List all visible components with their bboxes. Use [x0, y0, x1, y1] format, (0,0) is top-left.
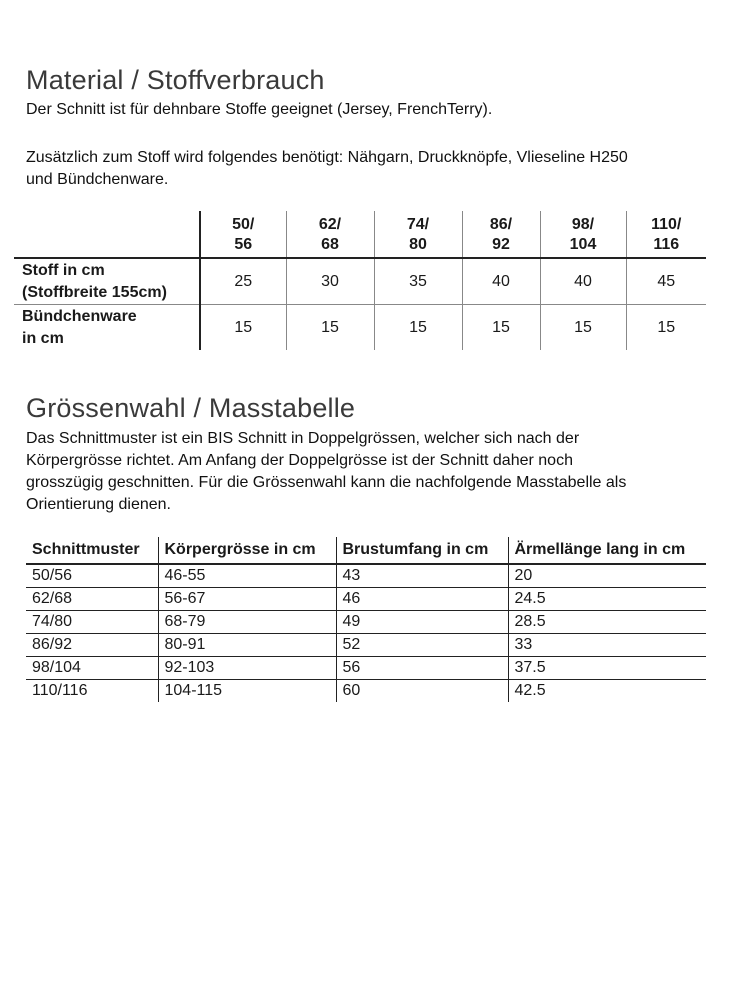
- size-cell: 28.5: [508, 611, 706, 634]
- material-cell: 30: [286, 258, 374, 305]
- size-cell: 37.5: [508, 657, 706, 680]
- material-cell: 35: [374, 258, 462, 305]
- material-heading: Material / Stoffverbrauch: [26, 65, 325, 95]
- size-cell: 86/92: [32, 636, 73, 653]
- size-header-cell: Körpergrösse in cm: [158, 537, 336, 564]
- material-consumption-table: [14, 211, 706, 350]
- material-size-header: 62/ 68: [286, 211, 374, 258]
- sizing-paragraph-line-3: grosszügig geschnitten. Für die Grössenwahl kann die nachfolgende Masstabelle als: [26, 474, 627, 491]
- table-row: [26, 657, 706, 680]
- size-cell: 33: [508, 634, 706, 657]
- material-size-header: 74/ 80: [374, 211, 462, 258]
- table-row: [26, 634, 706, 657]
- size-cell: 20: [508, 564, 706, 588]
- material-cell: 15: [462, 305, 540, 351]
- size-cell: 49: [336, 611, 508, 634]
- size-cell: 60: [336, 680, 508, 703]
- sizing-heading: Grössenwahl / Masstabelle: [26, 393, 356, 423]
- material-cell: 15: [200, 305, 286, 351]
- size-cell: 80-91: [158, 634, 336, 657]
- material-cell: 15: [540, 305, 626, 351]
- table-row: [26, 611, 706, 634]
- material-size-header: 98/ 104: [540, 211, 626, 258]
- size-cell: 56-67: [158, 588, 336, 611]
- size-cell: 74/80: [32, 613, 73, 630]
- size-header-cell: Brustumfang in cm: [336, 537, 508, 564]
- size-cell: 24.5: [508, 588, 706, 611]
- size-cell: 46: [336, 588, 508, 611]
- material-cell: 15: [374, 305, 462, 351]
- material-cell: 40: [540, 258, 626, 305]
- material-row-ribbing: [14, 305, 706, 351]
- material-intro: Der Schnitt ist für dehnbare Stoffe geeignet (Jersey, FrenchTerry).: [26, 101, 493, 118]
- size-cell: 42.5: [508, 680, 706, 703]
- material-row-fabric: [14, 258, 706, 305]
- sizing-paragraph-line-1: Das Schnittmuster ist ein BIS Schnitt in Doppelgrössen, welcher sich nach der: [26, 430, 580, 447]
- material-header-row: [14, 211, 706, 258]
- size-cell: 50/56: [32, 567, 73, 584]
- material-extra-line-2: und Bündchenware.: [26, 171, 169, 188]
- size-cell: 92-103: [158, 657, 336, 680]
- size-cell: 104-115: [158, 680, 336, 703]
- size-cell: 98/104: [32, 659, 81, 676]
- material-cell: 25: [200, 258, 286, 305]
- size-cell: 46-55: [158, 564, 336, 588]
- size-header-cell: Schnittmuster: [32, 541, 140, 558]
- material-row-label: Bündchenware in cm: [22, 307, 137, 347]
- size-cell: 110/116: [32, 682, 88, 699]
- size-cell: 43: [336, 564, 508, 588]
- material-cell: 40: [462, 258, 540, 305]
- size-cell: 52: [336, 634, 508, 657]
- table-row: [26, 680, 706, 703]
- material-header-empty: [14, 211, 200, 258]
- size-header-cell: Ärmellänge lang in cm: [508, 537, 706, 564]
- table-row: [26, 588, 706, 611]
- size-cell: 68-79: [158, 611, 336, 634]
- material-size-header: 110/ 116: [626, 211, 706, 258]
- material-size-header: 50/ 56: [200, 211, 286, 258]
- size-cell: 62/68: [32, 590, 73, 607]
- material-cell: 45: [626, 258, 706, 305]
- table-row: [26, 564, 706, 588]
- sizing-paragraph-line-4: Orientierung dienen.: [26, 496, 171, 513]
- material-size-header: 86/ 92: [462, 211, 540, 258]
- sizing-paragraph-line-2: Körpergrösse richtet. Am Anfang der Doppelgrösse ist der Schnitt daher noch: [26, 452, 573, 469]
- size-header-row: [26, 537, 706, 564]
- size-chart-table: [26, 537, 706, 702]
- material-row-label: Stoff in cm (Stoffbreite 155cm): [22, 261, 167, 301]
- material-cell: 15: [286, 305, 374, 351]
- size-cell: 56: [336, 657, 508, 680]
- material-extra-line-1: Zusätzlich zum Stoff wird folgendes benötigt: Nähgarn, Druckknöpfe, Vlieseline H250: [26, 149, 628, 166]
- material-cell: 15: [626, 305, 706, 351]
